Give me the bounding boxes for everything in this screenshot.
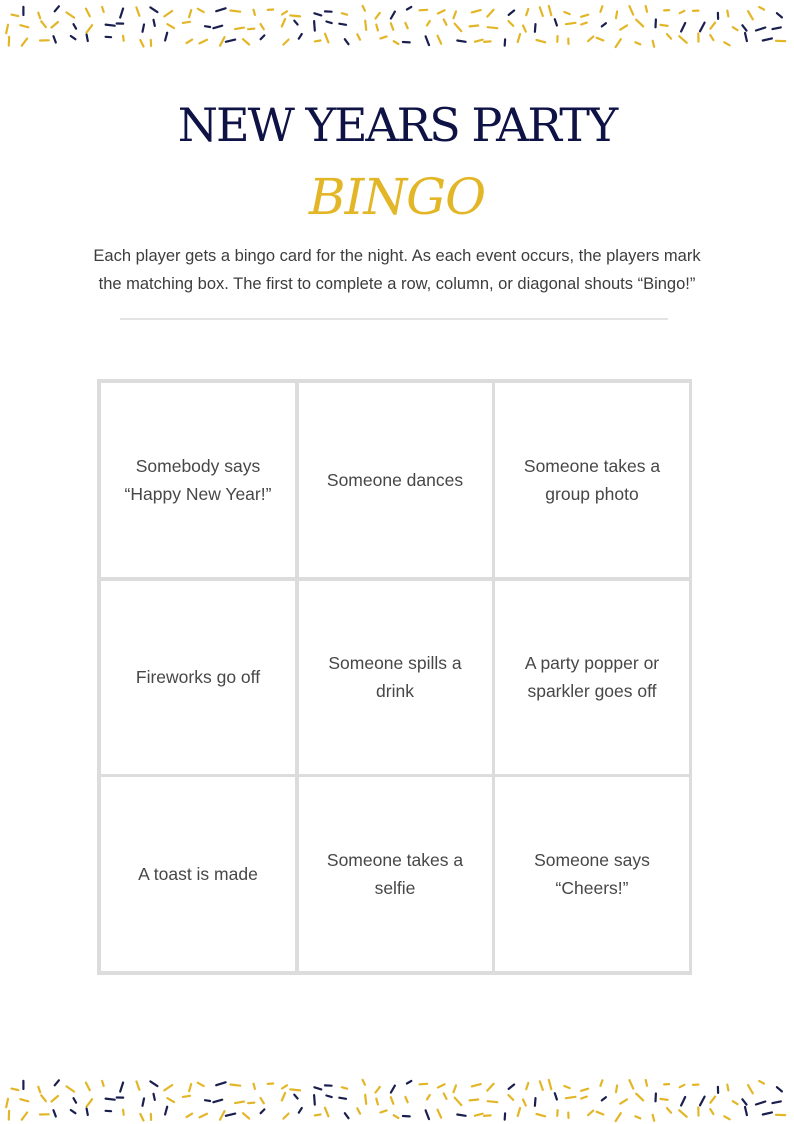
confetti-piece [427,21,430,25]
confetti-piece [564,12,569,14]
confetti-piece [345,1113,349,1118]
confetti-piece [150,7,157,12]
bingo-cell[interactable]: A toast is made [101,777,295,971]
confetti-piece [733,27,738,30]
confetti-piece [470,1100,479,1101]
confetti-piece [564,1086,569,1088]
confetti-piece [205,1100,210,1101]
confetti-piece [537,1114,546,1116]
confetti-piece [427,1095,430,1099]
bingo-cell[interactable]: Someone says “Cheers!” [495,777,689,971]
confetti-piece [342,1087,347,1089]
confetti-piece [213,1100,222,1103]
confetti-piece [679,1110,687,1117]
confetti-piece [380,36,386,38]
confetti-piece [123,36,124,41]
confetti-piece [235,28,244,30]
confetti-piece [283,40,288,45]
confetti-piece [616,39,621,47]
confetti-piece [635,1116,640,1118]
confetti-piece [588,1111,593,1116]
confetti-piece [243,39,249,44]
confetti-piece [136,7,139,15]
confetti-piece [484,41,491,42]
confetti-piece [326,1096,331,1098]
confetti-piece [748,11,753,19]
instructions [0,242,794,298]
confetti-piece [438,10,445,13]
confetti-piece [294,1095,297,1099]
confetti-piece [325,1108,328,1117]
confetti-piece [55,1080,59,1085]
confetti-piece [365,21,366,30]
confetti-piece [106,1099,115,1100]
confetti-piece [420,1084,428,1085]
confetti-piece [488,27,498,28]
confetti-piece [363,6,365,11]
confetti-piece [667,1108,671,1113]
bingo-cell[interactable]: Someone dances [299,383,492,577]
instructions-line-1: Each player gets a bingo card for the night. As each event occurs, the players mark [93,247,701,265]
confetti-piece [380,1110,386,1112]
confetti-piece [646,6,647,12]
confetti-piece [325,34,328,43]
confetti-piece [487,10,493,17]
confetti-piece [342,13,347,15]
confetti-piece [710,1109,713,1114]
confetti-piece [475,1114,483,1116]
confetti-piece [438,36,442,44]
confetti-piece [745,1107,747,1115]
confetti-piece [620,1099,627,1103]
confetti-piece [220,37,225,46]
confetti-piece [12,1089,19,1091]
confetti-piece [102,7,104,12]
confetti-piece [597,38,604,41]
confetti-piece [102,1081,104,1086]
confetti-piece [600,6,602,12]
confetti-piece [376,13,380,19]
confetti-piece [763,1112,772,1114]
confetti-piece [391,12,395,19]
confetti-piece [526,9,528,15]
bingo-cell[interactable]: Someone takes a group photo [495,383,689,577]
confetti-piece [55,6,59,11]
confetti-piece [123,1110,124,1115]
confetti-piece [20,1099,28,1101]
confetti-piece [87,35,88,41]
confetti-piece [71,1110,76,1113]
page-subtitle: BINGO [308,168,486,226]
confetti-piece [724,1116,729,1119]
confetti-piece [454,11,457,18]
confetti-piece [777,1087,782,1091]
confetti-piece [588,37,593,42]
confetti-piece [455,1098,462,1105]
confetti-piece [653,1115,655,1121]
confetti-border-top [0,0,794,50]
confetti-piece [283,1114,288,1119]
confetti-piece [535,1098,536,1106]
confetti-piece [484,1115,491,1116]
confetti-piece [183,22,190,23]
confetti-piece [294,21,297,25]
confetti-piece [540,7,543,16]
confetti-piece [526,1083,528,1089]
confetti-piece [189,1084,191,1091]
confetti-piece [700,1097,705,1106]
confetti-piece [509,21,514,26]
confetti-piece [444,19,447,25]
confetti-piece [143,25,145,32]
confetti-piece [773,1101,781,1103]
confetti-piece [154,20,155,26]
confetti-piece [454,1085,457,1092]
confetti-piece [87,1109,88,1115]
divider-line [120,318,668,320]
confetti-piece [616,1113,621,1121]
confetti-piece [438,1110,442,1118]
confetti-piece [438,1084,445,1087]
bingo-cell[interactable]: Fireworks go off [101,581,295,774]
confetti-piece [509,1095,514,1100]
confetti-piece [733,1101,738,1104]
confetti-piece [314,13,321,15]
confetti-piece [742,25,746,30]
confetti-piece [6,25,8,34]
confetti-piece [667,34,671,39]
confetti-piece [67,1086,75,1091]
confetti-piece [636,1094,643,1101]
confetti-piece [243,1113,249,1118]
confetti-piece [597,1112,604,1115]
confetti-piece [566,1097,576,1098]
confetti-piece [629,6,633,15]
confetti-piece [391,23,394,30]
confetti-piece [282,1085,287,1088]
confetti-piece [646,1080,647,1086]
confetti-piece [140,1114,143,1121]
confetti-piece [282,11,287,14]
confetti-piece [549,6,552,15]
confetti-piece [86,1083,90,1091]
confetti-piece [164,1085,172,1090]
confetti-piece [653,41,655,47]
confetti-piece [710,1097,715,1103]
confetti-piece [394,41,399,44]
confetti-piece [405,1097,407,1102]
confetti-piece [261,1098,264,1103]
confetti-piece [680,11,685,13]
confetti-piece [154,1094,155,1100]
confetti-piece [629,1080,633,1089]
confetti-piece [38,13,40,19]
confetti-piece [52,22,59,28]
confetti-piece [555,19,557,25]
confetti-piece [748,1085,753,1093]
confetti-piece [537,40,546,42]
confetti-piece [540,1081,543,1090]
confetti-piece [183,1096,190,1097]
confetti-piece [12,15,19,17]
confetti-piece [773,27,781,29]
confetti-piece [365,1095,366,1104]
confetti-piece [71,36,76,39]
confetti-piece [566,23,576,24]
confetti-piece [487,1084,493,1091]
confetti-piece [602,23,606,26]
confetti-piece [41,21,46,27]
confetti-piece [248,1103,254,1104]
confetti-piece [475,40,483,42]
confetti-piece [407,1081,411,1084]
confetti-piece [681,1097,685,1106]
confetti-piece [314,1095,315,1105]
confetti-piece [777,13,782,17]
confetti-piece [727,11,728,17]
confetti-piece [213,26,222,29]
confetti-piece [261,24,264,29]
confetti-piece [581,23,587,25]
confetti-piece [376,25,378,31]
confetti-piece [523,1100,526,1106]
confetti-piece [200,40,208,44]
confetti-piece [700,23,705,32]
confetti-piece [205,26,210,27]
confetti-piece [164,11,172,16]
confetti-piece [376,1099,378,1105]
confetti-piece [581,1097,587,1099]
confetti-piece [299,34,302,39]
confetti-piece [488,1101,498,1102]
confetti-piece [261,35,265,39]
confetti-piece [742,1099,746,1104]
confetti-piece [426,36,429,45]
confetti-piece [745,33,747,41]
confetti-piece [261,1109,265,1113]
confetti-piece [376,1087,380,1093]
confetti-piece [167,1098,174,1102]
confetti-piece [235,1102,244,1104]
confetti-pattern-top [0,0,794,50]
confetti-piece [20,25,28,27]
confetti-piece [87,25,93,33]
confetti-piece [426,1110,429,1119]
confetti-pattern-bottom [0,1074,794,1124]
confetti-piece [120,1083,123,1092]
confetti-piece [106,25,115,26]
confetti-piece [140,40,143,47]
confetti-piece [636,20,643,27]
bingo-card [97,379,692,975]
confetti-piece [22,1113,27,1120]
confetti-piece [220,1111,225,1120]
confetti-piece [535,24,536,32]
confetti-piece [759,7,764,10]
instructions-line-2: the matching box. The first to complete a row, column, or diagonal shouts “Bingo!” [98,275,696,293]
confetti-piece [620,25,627,29]
confetti-piece [216,1082,225,1085]
confetti-piece [165,1107,167,1115]
confetti-piece [315,1115,321,1116]
bingo-cell[interactable]: Somebody says “Happy New Year!” [101,383,295,577]
confetti-piece [357,34,360,39]
confetti-piece [444,1093,447,1099]
confetti-piece [254,1084,255,1089]
confetti-piece [457,41,465,42]
confetti-piece [52,1096,59,1102]
confetti-piece [231,1085,241,1086]
confetti-piece [143,1099,145,1106]
confetti-piece [756,28,765,31]
confetti-piece [756,1102,765,1105]
confetti-piece [86,9,90,17]
confetti-piece [339,1098,346,1099]
bingo-cell[interactable]: A party popper or sparkler goes off [495,581,689,774]
confetti-piece [187,40,193,43]
confetti-piece [54,1110,56,1116]
confetti-piece [339,24,346,25]
confetti-piece [457,1115,465,1116]
confetti-piece [165,33,167,41]
confetti-piece [200,1114,208,1118]
confetti-piece [226,1114,235,1116]
confetti-piece [661,1099,668,1100]
confetti-piece [6,1099,8,1108]
confetti-piece [724,42,729,45]
bingo-cell[interactable]: Someone spills a drink [299,581,492,774]
confetti-piece [616,1086,617,1093]
confetti-piece [679,36,687,43]
confetti-piece [248,29,254,30]
confetti-piece [509,1085,514,1089]
confetti-piece [231,11,241,12]
confetti-piece [555,1093,557,1099]
confetti-piece [600,1080,602,1086]
confetti-piece [67,12,75,17]
confetti-piece [198,1083,204,1086]
confetti-piece [518,34,520,42]
confetti-piece [661,25,668,26]
confetti-piece [602,1097,606,1100]
confetti-piece [470,26,479,27]
confetti-piece [315,41,321,42]
confetti-piece [290,15,300,16]
confetti-piece [216,8,225,11]
confetti-piece [472,1084,481,1086]
confetti-piece [727,1085,728,1091]
confetti-piece [136,1081,139,1089]
confetti-piece [357,1108,360,1113]
confetti-piece [681,23,685,32]
confetti-piece [394,1115,399,1118]
confetti-piece [405,23,407,28]
confetti-piece [616,12,617,19]
confetti-piece [314,1087,321,1089]
confetti-piece [472,10,481,12]
confetti-piece [54,36,56,42]
confetti-piece [150,1081,157,1086]
confetti-piece [254,10,255,15]
confetti-piece [759,1081,764,1084]
confetti-piece [187,1114,193,1117]
confetti-piece [549,1080,552,1089]
confetti-piece [299,1108,302,1113]
confetti-piece [167,24,174,28]
confetti-piece [523,26,526,32]
confetti-piece [198,9,204,12]
confetti-piece [345,39,349,44]
confetti-piece [74,1098,77,1103]
confetti-piece [363,1080,365,1085]
confetti-piece [581,15,588,17]
confetti-piece [710,35,713,40]
page-title: NEW YEARS PARTY [177,98,617,152]
confetti-piece [290,1089,300,1090]
confetti-piece [420,10,428,11]
confetti-piece [41,1095,46,1101]
confetti-piece [314,21,315,31]
confetti-border-bottom [0,1074,794,1124]
bingo-cell[interactable]: Someone takes a selfie [299,777,492,971]
confetti-piece [326,22,331,24]
confetti-piece [282,1093,285,1101]
confetti-piece [635,42,640,44]
confetti-piece [391,1086,395,1093]
confetti-piece [509,11,514,15]
confetti-piece [710,23,715,29]
confetti-piece [391,1097,394,1104]
confetti-piece [189,10,191,17]
confetti-piece [680,1085,685,1087]
confetti-piece [226,40,235,42]
confetti-piece [120,9,123,18]
confetti-piece [455,24,462,31]
confetti-piece [282,19,285,27]
confetti-piece [518,1108,520,1116]
confetti-piece [763,38,772,40]
confetti-piece [87,1099,93,1107]
confetti-piece [581,1089,588,1091]
confetti-piece [74,24,77,29]
confetti-piece [407,7,411,10]
confetti-piece [38,1087,40,1093]
confetti-piece [22,39,27,46]
